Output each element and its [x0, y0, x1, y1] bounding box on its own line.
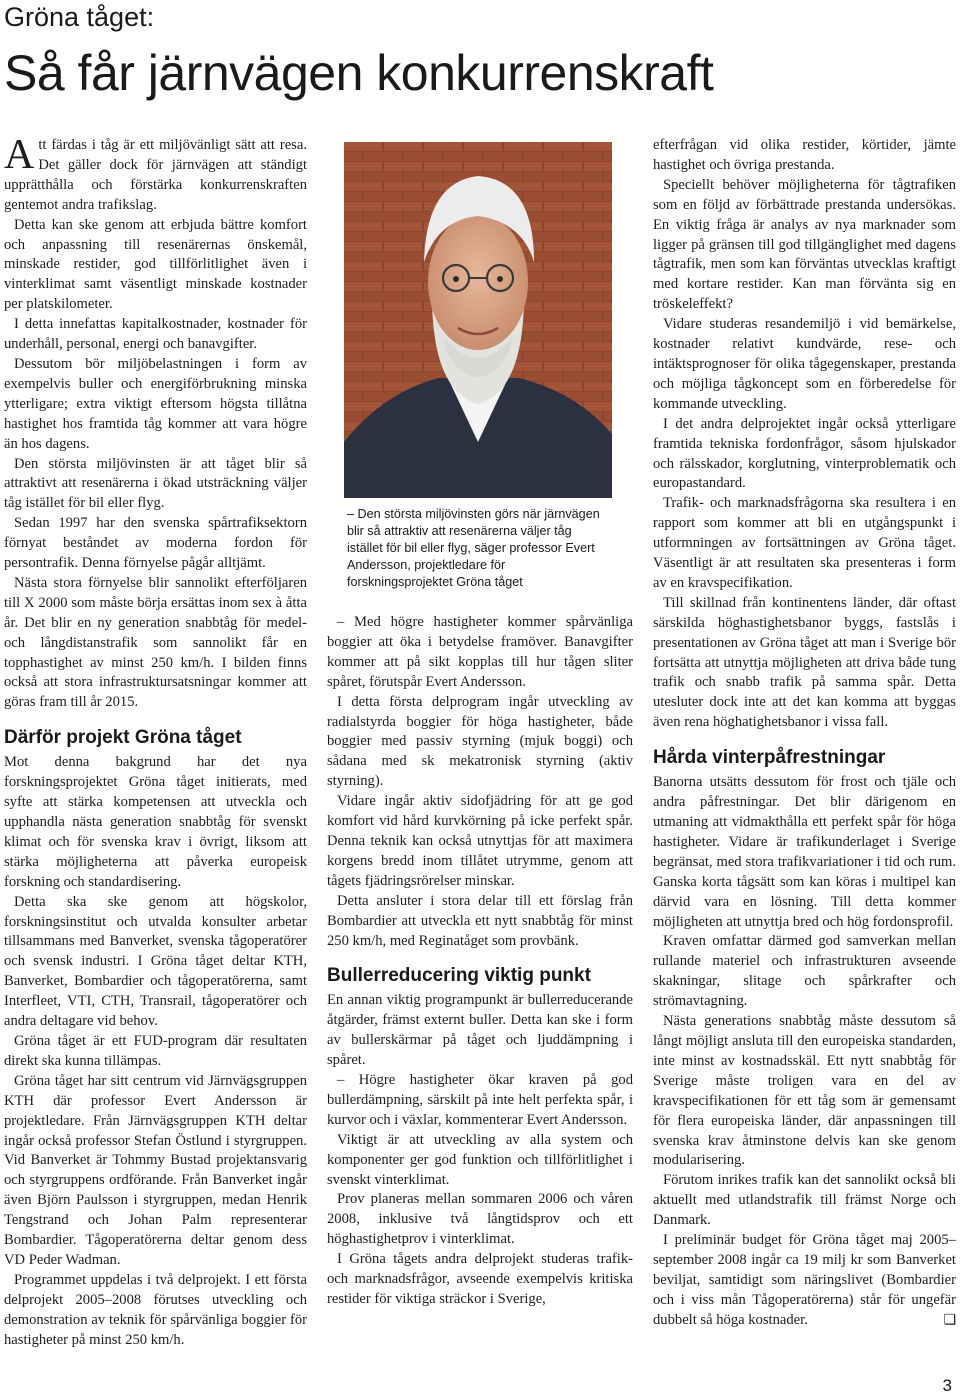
paragraph: Den största miljövinsten är att tåget blir så attraktivt att resenärerna i ökad utsträckning väljer tåg istället för bil eller flyg.: [4, 455, 307, 512]
article-column-2: [327, 613, 633, 1310]
paragraph: En annan viktig programpunkt är bullerreducerande åtgärder, främst externt buller. Detta kan ske i form av bullerskärmar på tåget och ljuddämpning i spåret.: [327, 992, 633, 1069]
paragraph: Vidare studeras resandemiljö i vid bemärkelse, kostnader relativt kundvärde, rese- och intäktsprognoser för olika tågegenskaper, prestanda och möjliga tågkoncept som en förberedelse för kommande utveckling.: [653, 316, 956, 412]
paragraph: Viktigt är att utveckling av alla system och komponenter ger god funktion och tillförlitlighet i svenskt vinterklimat.: [327, 1131, 633, 1188]
paragraph: Speciellt behöver möjligheterna för tågtrafiken som en följd av förbättrade prestanda undersökas. En viktig fråga är analys av nya marknader som ligger på gränsen till god tillgänglighet med dagens tågtrafik, men som kan förväntas utvecklas kraftigt med kortare restider. Kan man förvänta sig en tröskeleffekt?: [653, 176, 956, 313]
paragraph: Nästa stora förnyelse blir sannolikt efterföljaren till X 2000 som måste börja ersättas inom sex à åtta år. Det blir en ny generation snabbtåg för medel- och långdistanstrafik som sannolikt får en topphastighet av minst 250 km/h. I bilden finns också att stora infrastruktursatsningar kommer att göras fram till år 2015.: [4, 574, 307, 711]
paragraph: Programmet uppdelas i två delprojekt. I ett första delprojekt 2005–2008 förutses utveckling och demonstration av teknik för spårvänliga boggier för hastigheter på minst 250 km/h.: [4, 1271, 307, 1348]
paragraph: Detta kan ske genom att erbjuda bättre komfort och anpassning till resenärernas önskemål, minskade restider, god tillförlitlighet även i vinterklimat samt väsentligt minskade kostnader per platskilometer.: [4, 216, 307, 313]
portrait-illustration: [344, 142, 612, 498]
paragraph: Mot denna bakgrund har det nya forskningsprojektet Gröna tåget initierats, med syfte att stärka kompetensen att utveckla och upphandla nästa generation snabbtåg för svenskt klimat och för svenska krav i övrigt, liksom att stärka möjligheterna att påverka europeisk forskning och standardisering.: [4, 754, 307, 890]
paragraph: Förutom inrikes trafik kan det sannolikt också bli aktuellt med utlandstrafik till främst Norge och Danmark.: [653, 1172, 956, 1229]
photo-caption: – Den största miljövinsten görs när järnvägen blir så attraktiv att resenärerna väljer tåg istället för bil eller flyg, säger professor Evert Andersson, projektledare för forskningsprojektet Gröna tåget: [347, 507, 600, 589]
paragraph: efterfrågan vid olika restider, körtider, jämte hastighet och övriga prestanda.: [653, 137, 956, 173]
paragraph: I detta första delprogram ingår utveckling av radialstyrda boggier för höga hastigheter, både boggier med passiv styrning (mjuk boggi) och sådana med sk mekatronisk styrning (aktiv styrning).: [327, 693, 633, 790]
portrait-photo: [344, 142, 612, 498]
page-number: 3: [942, 1376, 952, 1395]
paragraph: [653, 1231, 956, 1331]
paragraph: I Gröna tågets andra delprojekt studeras trafik- och marknadsfrågor, avseende exempelvis kritiska restider för viktiga sträckor i Sverige,: [327, 1251, 633, 1307]
paragraph: I detta innefattas kapitalkostnader, kostnader för underhåll, personal, energi och banavgifter.: [4, 316, 307, 353]
paragraph: Detta ska ske genom att högskolor, forskningsinstitut och utvalda konsulter arbetar tillsammans med Banverket, svenska tågoperatörer och svensk industri. I Gröna tåget deltar KTH, Banverket, Bombardier och tågoperatörerna, samt Interfleet, VTI, CTH, Transrail, tågoperatörer och andra deltagare vid behov.: [4, 893, 307, 1030]
paragraph: Till skillnad från kontinentens länder, där oftast särskilda höghastighetsbanor byggs, fastslås i presentationen av Gröna tåget att man i Sverige bör fortsätta att utnyttja möjligheten att driva både tung trafik och snabb trafik på samma spår. Detta utesluter dock inte att det kan komma att byggas även rena höghatighetsbanor i vissa fall.: [653, 594, 956, 731]
article-column-3: [653, 136, 956, 1331]
drop-cap: A: [4, 132, 35, 178]
article-column-1: [4, 132, 307, 1350]
paragraph: Detta ansluter i stora delar till ett förslag från Bombardier att utveckla ett nytt snabbtåg för minst 250 km/h, med Reginatåget som provbänk.: [327, 892, 633, 949]
section-heading: Därför projekt Gröna tåget: [4, 727, 242, 749]
section-heading: Bullerreducering viktig punkt: [327, 965, 591, 987]
paragraph: Gröna tåget har sitt centrum vid Järnvägsgruppen KTH där professor Evert Andersson är projektledare. Från Järnvägsgruppen KTH deltar ingår också professor Stefan Östlund i styrgruppen. Vid Banverket är Tohmmy Bustad projektansvarig och styrgruppens ordförande. Från Banverket ingår även Björn Paulsson i styrgruppen, medan Henrik Tengstrand och Johan Palm representerar Bombardier. Tågoperatörerna deltar genom dess VD Peder Wadman.: [4, 1072, 307, 1268]
paragraph: Kraven omfattar därmed god samverkan mellan rullande materiel och infrastrukturen avseende skakningar, slitage och spårkrafter och strömavtagning.: [653, 933, 956, 1010]
section-heading: Hårda vinterpåfrestningar: [653, 747, 886, 769]
paragraph: I det andra delprojektet ingår också ytterligare framtida tekniska fordonfrågor, såsom hjulskador och rälsskador, korglutning, vinterproblematik och europastandard.: [653, 415, 956, 492]
article-kicker: Gröna tåget:: [4, 2, 155, 32]
article-title: Så får järnvägen konkurrenskraft: [4, 45, 714, 101]
paragraph: Sedan 1997 har den svenska spårtrafiksektorn förnyat beståndet av moderna fordon för persontrafik. Denna förnyelse pågår alltjämt.: [4, 515, 307, 572]
paragraph: Nästa generations snabbtåg måste dessutom så långt möjligt ansluta till den europeiska standarden, inte minst av kostnadsskäl. Ett nytt snabbtåg för Sverige måste troligen vara en del av kravspecifikationen för ett tåg som är gemensamt för flera europeiska länder, där anpassningen till svenska krav åtminstone delvis kan ske genom modularisering.: [653, 1013, 956, 1169]
paragraph: Dessutom bör miljöbelastningen i form av exempelvis buller och energiförbrukning minska ytterligare; extra viktigt eftersom högsta tillåtna hastighet hos framtida tåg kommer att vara högre än hos dagens.: [4, 355, 307, 452]
paragraph: – Högre hastigheter ökar kraven på god bullerdämpning, särskilt på inte helt perfekta spår, i kurvor och i växlar, kommenterar Evert Andersson.: [327, 1072, 633, 1128]
end-of-article-icon: ❑: [943, 1311, 956, 1328]
paragraph: [4, 132, 307, 216]
paragraph: Prov planeras mellan sommaren 2006 och våren 2008, inklusive två långtidsprov och ett höghastighetprov i vinterklimat.: [327, 1191, 633, 1248]
paragraph-text: I preliminär budget för Gröna tåget maj 2005–september 2008 ingår ca 19 milj kr som Banverket beviljat, samtidigt som näringslivet (Bombardier och i viss mån Tågoperatörerna) står för ungefär dubbelt så höga kostnader.: [653, 1232, 956, 1328]
paragraph: – Med högre hastigheter kommer spårvänliga boggier att öka i betydelse framöver. Banavgifter kommer att på sikt kopplas till hur tågen sliter spåret, förutspår Evert Andersson.: [327, 614, 633, 690]
paragraph: Gröna tåget är ett FUD-program där resultaten direkt ska kunna tillämpas.: [4, 1032, 307, 1069]
paragraph: Banorna utsätts dessutom för frost och tjäle och andra påfrestningar. Det blir därigenom en utmaning att vidmakthålla ett perfekt spår för höga hastigheter. Vidare är trafikunderlaget i Sverige begränsat, med stora trafikvariationer i tid och rum. Ganska korta tågsätt som kan köras i multipel kan därvid vara en lösning. Till detta kommer möjligheten att utnyttja bred och hög fordonsprofil.: [653, 774, 956, 930]
paragraph: Vidare ingår aktiv sidofjädring för att ge god komfort vid hård kurvkörning på icke perfekt spår. Denna teknik kan också utnyttjas för att maximera korgens bredd inom tillåtet utrymme, genom att tågets fjädringsrörelser minskar.: [327, 793, 633, 889]
paragraph: Trafik- och marknadsfrågorna ska resultera i en rapport som kommer att bli en utgångspunkt i utformningen av fortsättningen av Gröna tåget. Väsentligt är att resultaten ska presenteras i form av en kravspecifikation.: [653, 495, 956, 591]
paragraph-text: tt färdas i tåg är ett miljövänligt sätt att resa. Det gäller dock för järnvägen att ständigt upprätthålla och förstärka konkurrenskraften gentemot andra trafikslag.: [4, 137, 307, 213]
